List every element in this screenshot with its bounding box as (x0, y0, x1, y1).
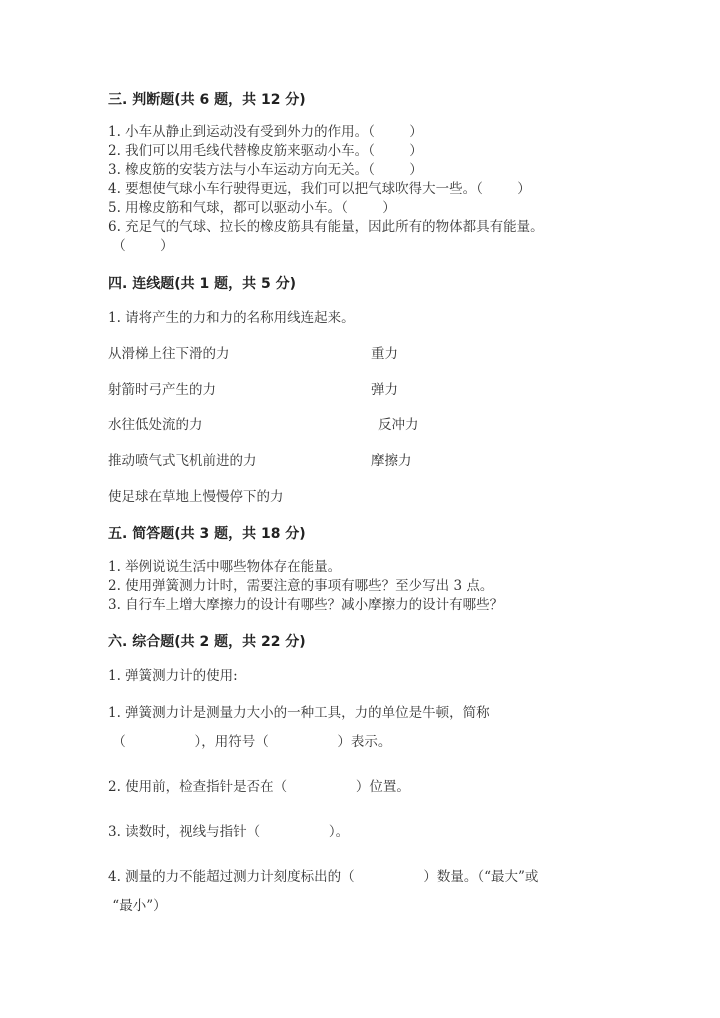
question-prompt: 1. 请将产生的力和力的名称用线连起来。 (108, 310, 355, 326)
match-left-item: 水往低处流的力 (108, 417, 203, 433)
fill-blank-line: 4. 测量的力不能超过测力计刻度标出的（ ）数量。（“最大”或 (108, 869, 539, 885)
question-item: 1. 小车从静止到运动没有受到外力的作用。（ ） (108, 124, 423, 140)
match-right-item: 摩擦力 (371, 453, 412, 469)
question-item: 2. 我们可以用毛线代替橡皮筋来驱动小车。（ ） (108, 143, 423, 159)
question-item: 3. 橡皮筋的安装方法与小车运动方向无关。（ ） (108, 162, 423, 178)
answer-blank: （ ） (108, 238, 174, 254)
question-item: 4. 要想使气球小车行驶得更远，我们可以把气球吹得大一些。（ ） (108, 181, 531, 197)
fill-blank-line: （ ），用符号（ ）表示。 (108, 734, 392, 750)
match-right-item: 反冲力 (378, 417, 419, 433)
section-heading: 四. 连线题(共 1 题，共 5 分) (108, 276, 296, 292)
match-left-item: 射箭时弓产生的力 (108, 382, 216, 398)
question-prompt: 1. 弹簧测力计的使用: (108, 668, 238, 684)
match-left-item: 推动喷气式飞机前进的力 (108, 453, 257, 469)
question-item: 2. 使用弹簧测力计时，需要注意的事项有哪些？至少写出 3 点。 (108, 578, 494, 594)
match-left-item: 从滑梯上往下滑的力 (108, 346, 230, 362)
question-item: 6. 充足气的气球、拉长的橡皮筋具有能量，因此所有的物体都具有能量。 (108, 219, 544, 235)
question-item: 5. 用橡皮筋和气球，都可以驱动小车。（ ） (108, 200, 396, 216)
question-item: 3. 自行车上增大摩擦力的设计有哪些？减小摩擦力的设计有哪些？ (108, 597, 504, 613)
fill-blank-line: 1. 弹簧测力计是测量力大小的一种工具，力的单位是牛顿，简称 (108, 705, 490, 721)
match-left-item: 使足球在草地上慢慢停下的力 (108, 489, 284, 505)
match-right-item: 重力 (371, 346, 398, 362)
match-right-item: 弹力 (371, 382, 398, 398)
question-item: 1. 举例说说生活中哪些物体存在能量。 (108, 559, 342, 575)
section-heading: 三. 判断题(共 6 题，共 12 分) (108, 92, 306, 108)
section-heading: 六. 综合题(共 2 题，共 22 分) (108, 634, 306, 650)
fill-blank-line: 2. 使用前，检查指针是否在（ ）位置。 (108, 779, 410, 795)
fill-blank-line: “最小”） (108, 898, 167, 914)
section-heading: 五. 简答题(共 3 题，共 18 分) (108, 526, 306, 542)
fill-blank-line: 3. 读数时，视线与指针（ ）。 (108, 824, 350, 840)
